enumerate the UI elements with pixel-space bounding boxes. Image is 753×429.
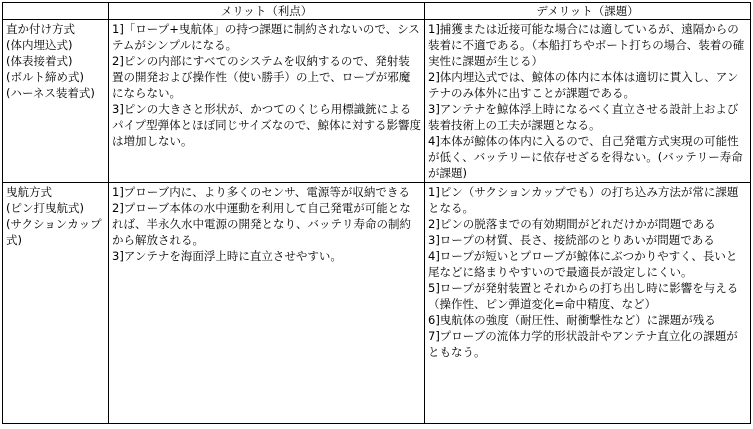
merit-item: 1]「ロープ+曳航体」の持つ課題に制約されないので、システムがシンプルになる。	[112, 22, 420, 52]
header-row	[3, 3, 751, 20]
method-line: (ハーネス装着式)	[6, 86, 95, 100]
demerit-item: 1]捕獲または近接可能な場合には適しているが、遠隔からの装着に不適である。（本船打ちやボート打ちの場合、装着の確実性に課題が生じる）	[428, 22, 745, 68]
merit-item: 2]ピンの内部にすべてのシステムを収納するので、発射装置の開発および操作性（使い勝手）の上で、ロープが邪魔にならない。	[112, 54, 411, 100]
method-line: (体内埋込式)	[6, 38, 73, 52]
header-method	[3, 3, 109, 20]
method-line: 直か付け方式	[6, 22, 75, 36]
demerit-cell	[425, 183, 751, 424]
header-merit: メリット（利点）	[109, 3, 425, 20]
merit-item: 3]アンテナを海面浮上時に直立させやすい。	[112, 249, 342, 263]
demerit-item: 7]プローブの流体力学的形状設計やアンテナ直立化の課題がともなう。	[428, 329, 738, 359]
method-cell	[3, 20, 109, 183]
comparison-table	[2, 2, 751, 424]
method-line: (ボルト締め式)	[6, 70, 84, 84]
demerit-item: 4]ロープが短いとプローブが鯨体にぶつかりやすく、長いと尾などに絡まりやすいので最適長が設定しにくい。	[428, 249, 738, 279]
merit-item: 2]プローブ本体の水中運動を利用して自己発電が可能となれば、半永久水中電源の開発となり、バッテリ寿命の制約から解放される。	[112, 201, 411, 247]
method-line: (体表接着式)	[6, 54, 73, 68]
method-line: (ピン打曳航式)	[6, 201, 84, 215]
demerit-item: 4]本体が鯨体の体内に入るので、自己発電方式実現の可能性が低く、バッテリーに依存せざるを得ない。(バッテリー寿命が課題)	[428, 134, 743, 180]
demerit-item: 3]アンテナを鯨体浮上時になるべく直立させる設計上および装着技術上の工夫が課題となる。	[428, 102, 739, 132]
merit-item: 3]ピンの大きさと形状が、かつてのくじら用標識銃によるパイプ型弾体とほぼ同じサイズなので、鯨体に対する影響度は増加しない。	[112, 102, 422, 148]
demerit-item: 6]曳航体の強度（耐圧性、耐衝撃性など）に課題が残る	[428, 313, 716, 327]
header-demerit: デメリット（課題）	[425, 3, 751, 20]
demerit-item: 5]ロープが発射装置とそれからの打ち出し時に影響を与える（操作性、ピン弾道変化=命中精度、など）	[428, 281, 739, 311]
demerit-item: 3]ロープの材質、長さ、接続部のとりあいが問題である	[428, 233, 715, 247]
method-line: (サクションカップ式)	[6, 217, 102, 247]
method-cell	[3, 183, 109, 424]
demerit-cell	[425, 20, 751, 183]
demerit-item: 1]ピン（サクションカップでも）の打ち込み方法が常に課題となる。	[428, 185, 739, 215]
merit-cell	[109, 20, 425, 183]
merit-cell	[109, 183, 425, 424]
demerit-item: 2]体内埋込式では、鯨体の体内に本体は適切に貫入し、アンテナのみ体外に出すことが課題である。	[428, 70, 739, 100]
merit-item: 1]プローブ内に、より多くのセンサ、電源等が収納できる	[112, 185, 410, 199]
table-row-towing	[3, 183, 751, 424]
demerit-item: 2]ピンの脱落までの有効期間がどれだけかが問題である	[428, 217, 716, 231]
method-line: 曳航方式	[6, 185, 52, 199]
table-row-direct-attach	[3, 20, 751, 183]
